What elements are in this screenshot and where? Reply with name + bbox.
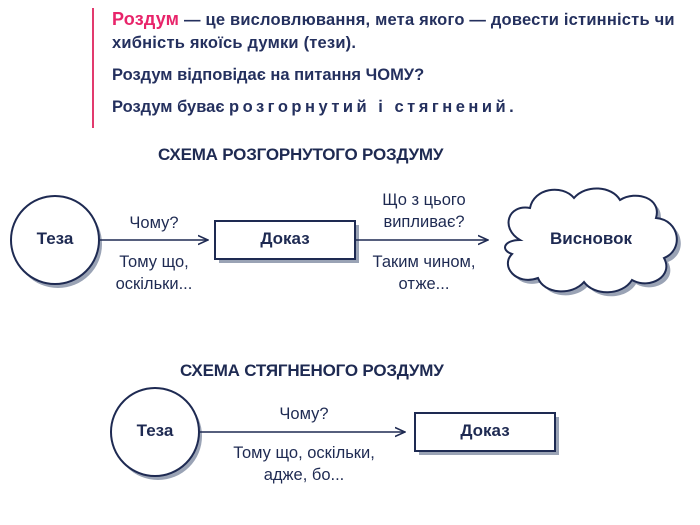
expanded-arrow2-question-line2: випливає? (383, 213, 465, 231)
question-paragraph: Роздум відповідає на питання ЧОМУ? (112, 66, 425, 84)
type-condensed: стягнений (394, 98, 510, 116)
expanded-scheme-title: СХЕМА РОЗГОРНУТОГО РОЗДУМУ (158, 145, 444, 164)
condensed-thesis-label: Теза (136, 421, 174, 440)
expanded-arrow1-answer-line1: Тому що, (119, 253, 189, 271)
expanded-arrow2-answer-line2: отже... (398, 275, 450, 293)
condensed-proof-label: Доказ (460, 421, 510, 440)
types-prefix: Роздум буває (112, 98, 230, 116)
term-rozdum: Роздум (112, 9, 180, 29)
expanded-arrow1-answer-line2: оскільки... (115, 275, 193, 293)
type-and: і (370, 98, 395, 116)
expanded-thesis-label: Теза (36, 229, 74, 248)
expanded-arrow2-question-line1: Що з цього (382, 191, 466, 209)
expanded-proof-label: Доказ (260, 229, 310, 248)
type-expanded: розгорнутий (229, 98, 371, 116)
condensed-arrow-question: Чому? (279, 405, 329, 423)
condensed-arrow-answer-line1: Тому що, оскільки, (233, 444, 375, 462)
condensed-scheme-title: СХЕМА СТЯГНЕНОГО РОЗДУМУ (180, 361, 444, 380)
expanded-conclusion-label: Висновок (550, 229, 632, 248)
condensed-arrow-answer-line2: адже, бо... (263, 466, 345, 484)
expanded-arrow2-answer-line1: Таким чином, (372, 253, 476, 271)
expanded-arrow1-question: Чому? (129, 214, 179, 232)
types-suffix: . (509, 98, 514, 116)
definition-text: — це висловлювання, мета якого — довести істинність чи хибність якоїсь думки (тези). (112, 11, 675, 52)
